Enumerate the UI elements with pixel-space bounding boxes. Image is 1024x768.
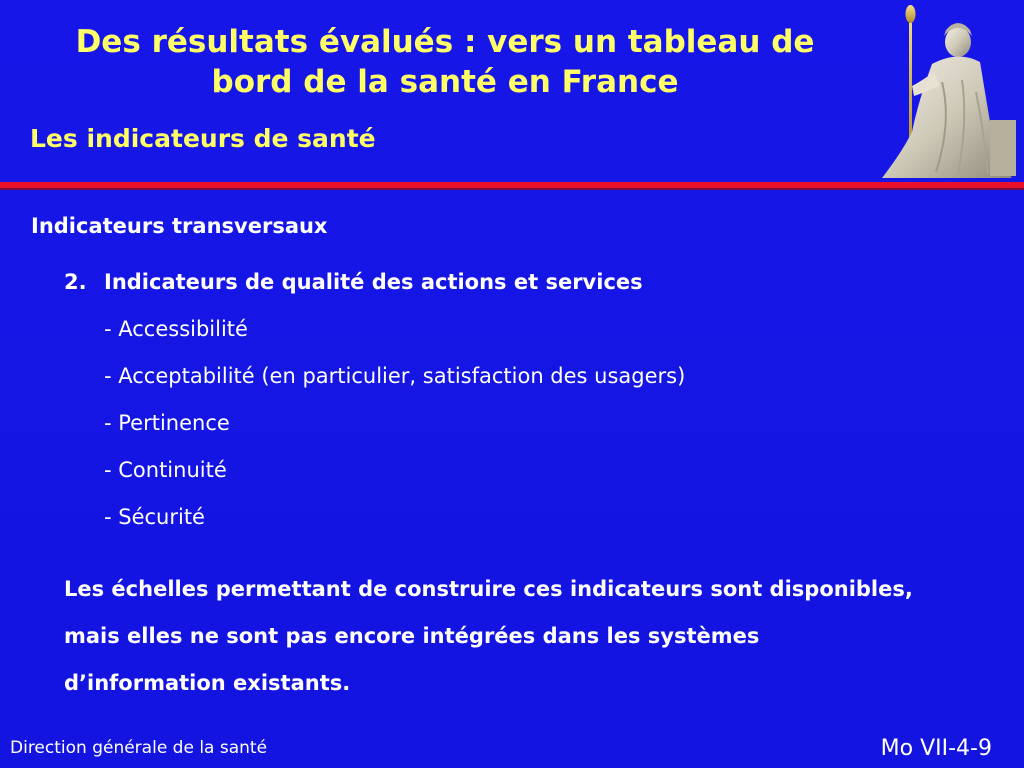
- note-paragraph: Les échelles permettant de construire ces indicateurs sont disponibles, mais elles ne sont pas encore intégrées dans les systèmes d’information existants.: [64, 577, 913, 695]
- title-divider-shadow: [0, 188, 1024, 190]
- slide-title: [20, 22, 870, 102]
- item-heading-text: Indicateurs de qualité des actions et services: [104, 270, 643, 294]
- list-item: - Continuité: [104, 458, 227, 482]
- title-line-2: bord de la santé en France: [211, 64, 679, 100]
- list-item: - Accessibilité: [104, 317, 248, 341]
- section-heading: Indicateurs transversaux: [31, 214, 328, 238]
- slide-number: Mo VII-4-9: [880, 736, 992, 761]
- list-item: - Acceptabilité (en particulier, satisfaction des usagers): [104, 364, 686, 388]
- item-heading: [64, 270, 643, 294]
- slide-subtitle: Les indicateurs de santé: [30, 124, 376, 153]
- list-item: - Pertinence: [104, 411, 230, 435]
- marianne-statue-icon: [872, 2, 1022, 180]
- footer-organization: Direction générale de la santé: [10, 738, 268, 758]
- list-item: - Sécurité: [104, 505, 205, 529]
- item-number: 2.: [64, 270, 87, 294]
- title-line-1: Des résultats évalués : vers un tableau de: [75, 24, 815, 60]
- indicator-list: [104, 314, 685, 549]
